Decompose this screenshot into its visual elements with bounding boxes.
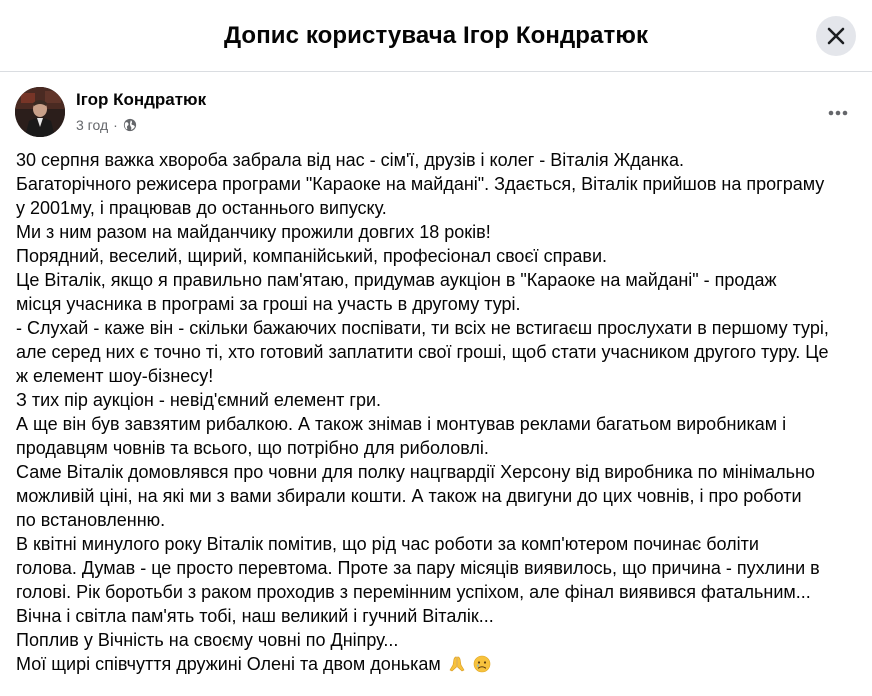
post-line: Багаторічного режисера програми "Караоке на майдані". Здається, Віталік прийшов на програму [16,174,825,194]
post-line-text: Мої щирі співчуття дружині Олені та двом донькам [16,654,441,674]
post-line: Ми з ним разом на майданчику прожили довгих 18 років! [16,222,491,242]
post-line: Порядний, веселий, щирий, компанійський, професіонал своєї справи. [16,246,608,266]
post-line: місця учасника в програмі за гроші на участь в другому турі. [16,294,521,314]
post-line: А ще він був завзятим рибалкою. А також знімав і монтував реклами багатьом виробникам і [16,414,787,434]
sad-emoji-icon [473,655,491,673]
post-line: але серед них є точно ті, хто готовий заплатити свої гроші, щоб стати учасником другого туру. Це [16,342,829,362]
post-line: - Слухай - каже він - скільки бажаючих поспівати, ти всіх не встигаєш прослухати в першому турі, [16,318,829,338]
post-line: можливій ціні, на які ми з вами збирали кошти. А також на двигуни до цих човнів, і про роботи [16,486,802,506]
pray-emoji-icon [448,655,466,673]
post-time[interactable]: 3 год [76,117,109,133]
post-line: голові. Рік боротьби з раком проходив з перемінним успіхом, але фінал виявився фатальним... [16,582,811,602]
more-horizontal-icon [828,110,848,116]
avatar-image [15,87,65,137]
close-icon [827,27,845,45]
dialog-title: Допис користувача Ігор Кондратюк [223,22,649,49]
post-line: 30 серпня важка хвороба забрала від нас - сім'ї, друзів і колег - Віталія Жданка. [16,150,684,170]
more-options-button[interactable] [820,95,856,131]
post-line: Це Віталік, якщо я правильно пам'ятаю, придумав аукціон в "Караоке на майдані" - продаж [16,270,777,290]
post-line: Саме Віталік домовлявся про човни для полку нацгвардії Херсону від виробника по мінімально [16,462,815,482]
post-line: продавцям човнів та всього, що потрібно для риболовлі. [16,438,489,458]
post-line: у 2001му, і працював до останнього випуску. [16,198,387,218]
post-line: голова. Думав - це просто перевтома. Проте за пару місяців виявилось, що причина - пухлини в [16,558,820,578]
post-line: по встановленню. [16,510,166,530]
post-meta [76,117,137,133]
author-name[interactable]: Ігор Кондратюк [76,90,207,109]
dialog-header [0,0,872,72]
post-header [0,73,872,145]
post-body [16,148,862,676]
post-line: Поплив у Вічність на своєму човні по Дніпру... [16,630,399,650]
meta-separator: · [113,117,118,133]
avatar[interactable] [15,87,65,137]
post-line: Вічна і світла пам'ять тобі, наш великий і гучний Віталік... [16,606,494,626]
close-button[interactable] [816,16,856,56]
post-line: ж елемент шоу-бізнесу! [16,366,214,386]
post-line: В квітні минулого року Віталік помітив, що рід час роботи за комп'ютером починає боліти [16,534,759,554]
post-line-last [16,652,862,676]
globe-icon [123,118,137,132]
post-line: З тих пір аукціон - невід'ємний елемент гри. [16,390,382,410]
post [0,73,872,674]
